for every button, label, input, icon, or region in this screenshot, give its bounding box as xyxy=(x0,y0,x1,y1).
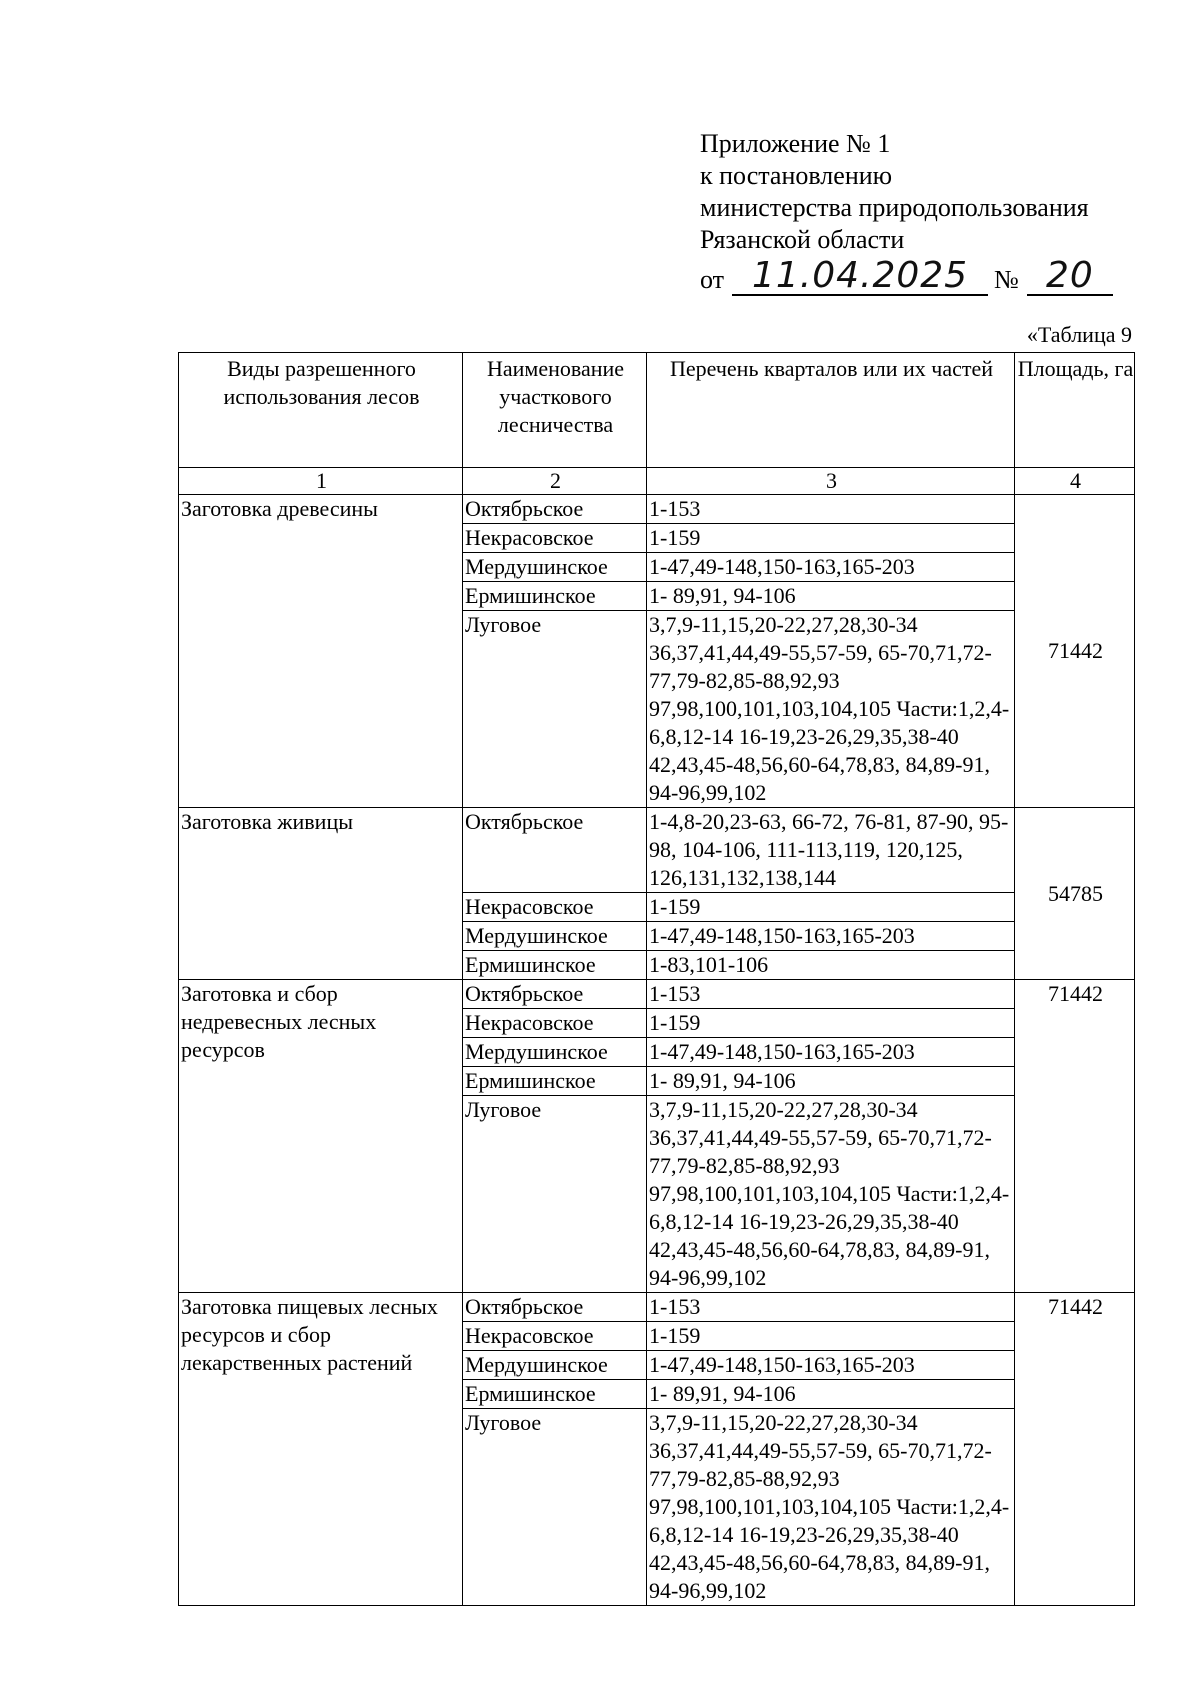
forestry-cell: Октябрьское xyxy=(463,808,647,893)
quarters-cell: 1-47,49-148,150-163,165-203 xyxy=(647,922,1015,951)
date-prefix: от xyxy=(700,265,725,294)
header-line-appendix: Приложение № 1 xyxy=(700,129,891,158)
forestry-cell: Ермишинское xyxy=(463,951,647,980)
table-header-row xyxy=(179,353,1135,468)
use-type-cell: Заготовка живицы xyxy=(179,808,463,980)
table-caption: «Таблица 9 xyxy=(1026,322,1132,347)
use-type-cell: Заготовка и сбор недревесных лесных ресурсов xyxy=(179,980,463,1293)
quarters-cell: 1-159 xyxy=(647,893,1015,922)
table-row xyxy=(179,495,1135,524)
quarters-cell: 1-47,49-148,150-163,165-203 xyxy=(647,553,1015,582)
forestry-cell: Некрасовское xyxy=(463,1009,647,1038)
area-cell: 71442 xyxy=(1015,1293,1135,1606)
quarters-cell: 1-47,49-148,150-163,165-203 xyxy=(647,1351,1015,1380)
header-line-resolution: к постановлению xyxy=(700,161,893,190)
quarters-cell: 1-153 xyxy=(647,1293,1015,1322)
quarters-cell: 1-153 xyxy=(647,980,1015,1009)
forestry-cell: Ермишинское xyxy=(463,1380,647,1409)
forestry-cell: Луговое xyxy=(463,1409,647,1606)
quarters-cell: 3,7,9-11,15,20-22,27,28,30-34 36,37,41,44,49-55,57-59, 65-70,71,72-77,79-82,85-88,92,93 97,98,100,101,103,104,105 Части:1,2,4-6,8,12-14 16-19,23-26,29,35,38-40 42,43,45-48,56,60-64,78,83, 84,89-91, 94-96,99,102 xyxy=(647,1409,1015,1606)
forestry-cell: Октябрьское xyxy=(463,980,647,1009)
forestry-cell: Мердушинское xyxy=(463,922,647,951)
forestry-cell: Луговое xyxy=(463,1096,647,1293)
header-line-region: Рязанской области xyxy=(700,225,905,254)
forestry-cell: Октябрьское xyxy=(463,495,647,524)
area-cell: 71442 xyxy=(1015,980,1135,1293)
forestry-cell: Мердушинское xyxy=(463,1351,647,1380)
forestry-cell: Некрасовское xyxy=(463,524,647,553)
quarters-cell: 1-153 xyxy=(647,495,1015,524)
quarters-cell: 1-159 xyxy=(647,1322,1015,1351)
forestry-cell: Луговое xyxy=(463,611,647,808)
column-number: 2 xyxy=(463,468,647,495)
table-row xyxy=(179,1293,1135,1322)
number-sign: № xyxy=(994,265,1019,294)
forestry-cell: Некрасовское xyxy=(463,1322,647,1351)
area-cell: 71442 xyxy=(1015,495,1135,808)
handwritten-number: 20 xyxy=(1027,258,1113,296)
quarters-cell: 1- 89,91, 94-106 xyxy=(647,582,1015,611)
quarters-cell: 1-47,49-148,150-163,165-203 xyxy=(647,1038,1015,1067)
column-header-forestry: Наименование участкового лесничества xyxy=(463,353,647,468)
column-header-quarters: Перечень кварталов или их частей xyxy=(647,353,1015,468)
quarters-cell: 1-159 xyxy=(647,1009,1015,1038)
quarters-cell: 1- 89,91, 94-106 xyxy=(647,1380,1015,1409)
quarters-cell: 3,7,9-11,15,20-22,27,28,30-34 36,37,41,44,49-55,57-59, 65-70,71,72-77,79-82,85-88,92,93 97,98,100,101,103,104,105 Части:1,2,4-6,8,12-14 16-19,23-26,29,35,38-40 42,43,45-48,56,60-64,78,83, 84,89-91, 94-96,99,102 xyxy=(647,1096,1015,1293)
date-number-line xyxy=(700,256,1113,296)
forestry-cell: Октябрьское xyxy=(463,1293,647,1322)
quarters-cell: 3,7,9-11,15,20-22,27,28,30-34 36,37,41,44,49-55,57-59, 65-70,71,72-77,79-82,85-88,92,93 97,98,100,101,103,104,105 Части:1,2,4-6,8,12-14 16-19,23-26,29,35,38-40 42,43,45-48,56,60-64,78,83, 84,89-91, 94-96,99,102 xyxy=(647,611,1015,808)
table-row xyxy=(179,808,1135,893)
area-cell: 54785 xyxy=(1015,808,1135,980)
forestry-cell: Мердушинское xyxy=(463,1038,647,1067)
quarters-cell: 1- 89,91, 94-106 xyxy=(647,1067,1015,1096)
forestry-cell: Некрасовское xyxy=(463,893,647,922)
column-number: 1 xyxy=(179,468,463,495)
quarters-cell: 1-83,101-106 xyxy=(647,951,1015,980)
use-type-cell: Заготовка древесины xyxy=(179,495,463,808)
handwritten-date: 11.04.2025 xyxy=(732,258,988,296)
quarters-cell: 1-4,8-20,23-63, 66-72, 76-81, 87-90, 95-98, 104-106, 111-113,119, 120,125, 126,131,132,138,144 xyxy=(647,808,1015,893)
forestry-cell: Ермишинское xyxy=(463,1067,647,1096)
column-number: 3 xyxy=(647,468,1015,495)
forestry-cell: Ермишинское xyxy=(463,582,647,611)
document-header xyxy=(700,128,1113,296)
header-line-ministry: министерства природопользования xyxy=(700,193,1089,222)
use-type-cell: Заготовка пищевых лесных ресурсов и сбор лекарственных растений xyxy=(179,1293,463,1606)
column-header-area: Площадь, га xyxy=(1015,353,1135,468)
quarters-cell: 1-159 xyxy=(647,524,1015,553)
forestry-cell: Мердушинское xyxy=(463,553,647,582)
table-row xyxy=(179,980,1135,1009)
column-header-use: Виды разрешенного использования лесов xyxy=(179,353,463,468)
column-number-row xyxy=(179,468,1135,495)
column-number: 4 xyxy=(1015,468,1135,495)
forest-use-table xyxy=(178,352,1135,1606)
